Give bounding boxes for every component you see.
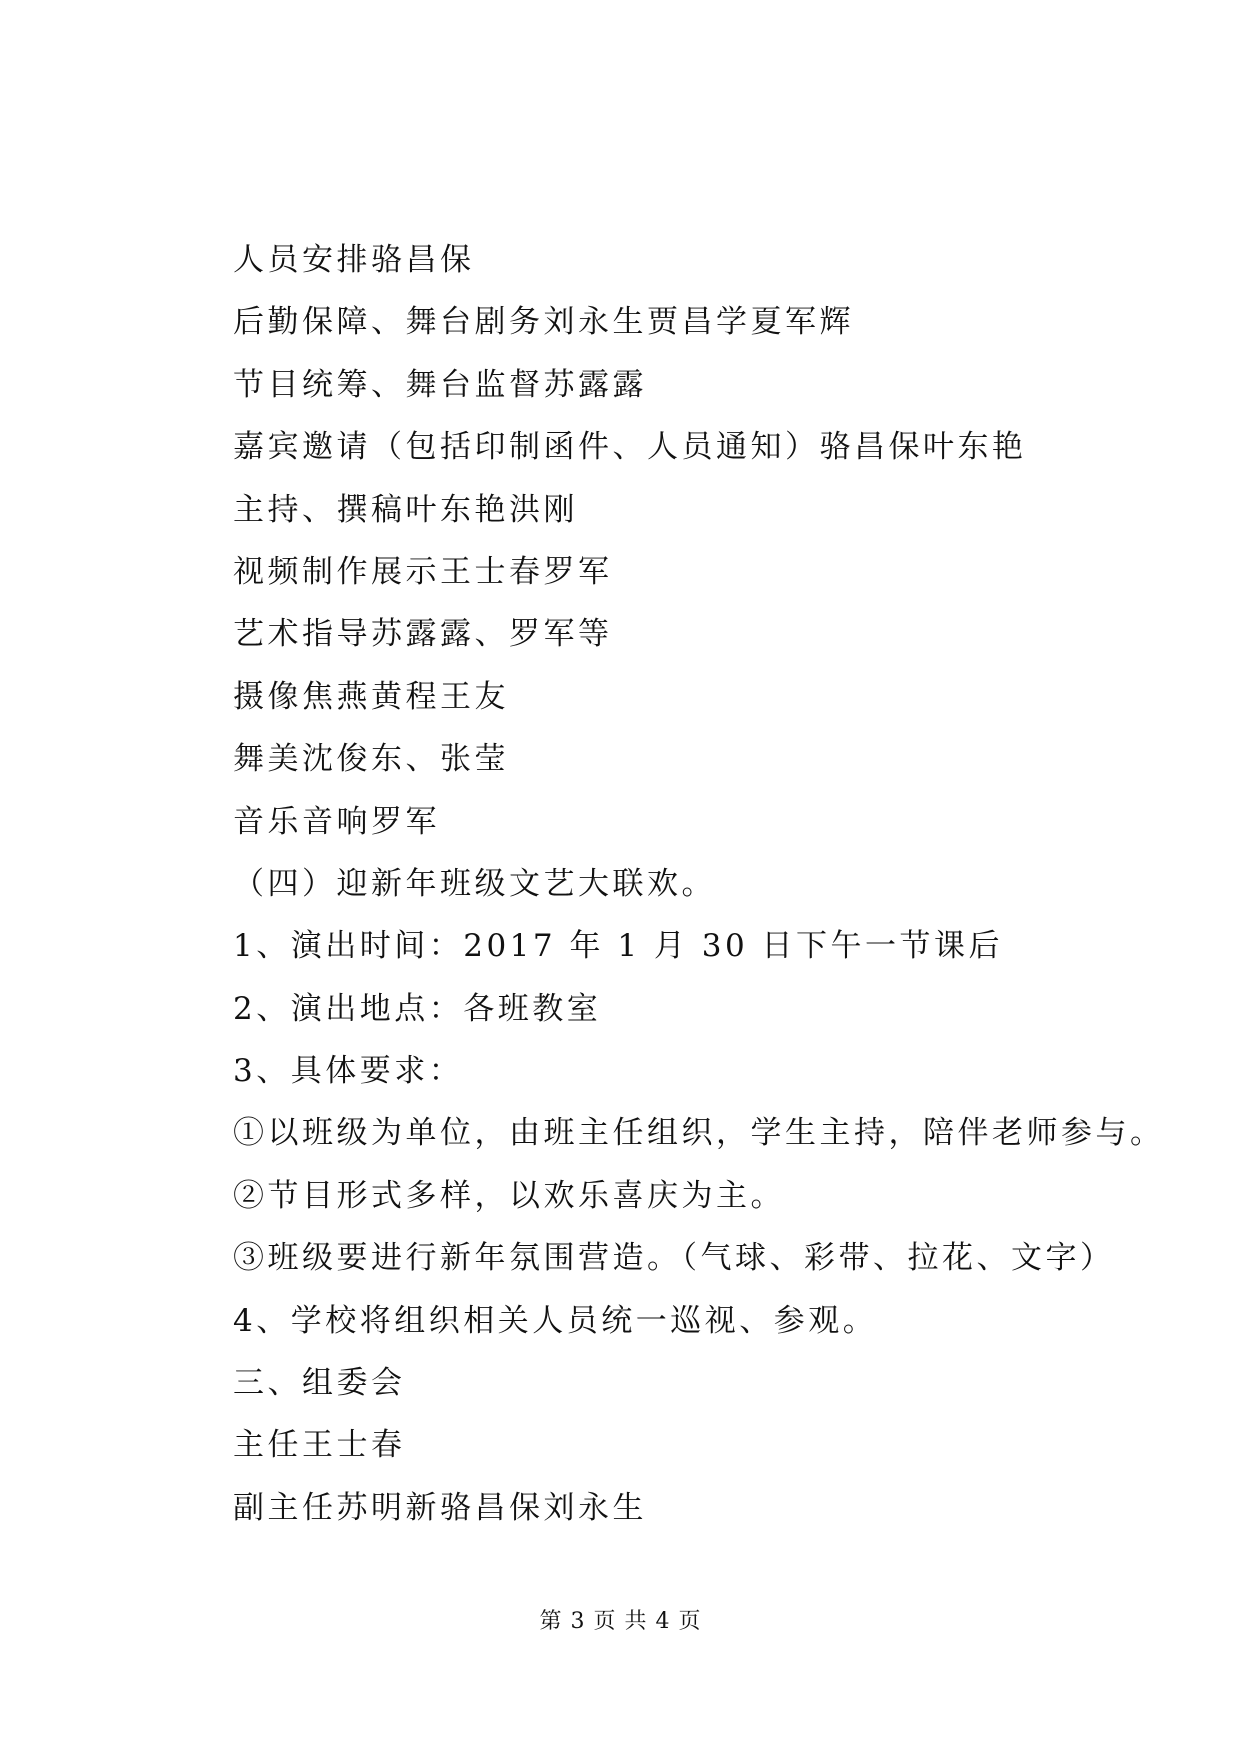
text-line: 副主任苏明新骆昌保刘永生	[233, 1489, 647, 1526]
text-line: 舞美沈俊东、张莹	[233, 741, 509, 778]
section-heading: 三、组委会	[233, 1365, 406, 1402]
text-line: 节目统筹、舞台监督苏露露	[233, 366, 647, 403]
text-line: 视频制作展示王士春罗军	[233, 553, 613, 590]
text-line: 嘉宾邀请（包括印制函件、人员通知）骆昌保叶东艳	[233, 429, 1027, 466]
document-body	[233, 229, 1213, 1539]
text-line: 3、具体要求：	[233, 1053, 464, 1090]
text-line: 摄像焦燕黄程王友	[233, 678, 509, 715]
text-line: 1、演出时间：2017 年 1 月 30 日下午一节课后	[233, 928, 1004, 965]
text-line: 主任王士春	[233, 1427, 406, 1464]
text-line: 主持、撰稿叶东艳洪刚	[233, 491, 578, 528]
text-line: ②节目形式多样，以欢乐喜庆为主。	[233, 1177, 785, 1214]
text-line: ③班级要进行新年氛围营造。（气球、彩带、拉花、文字）	[233, 1240, 1115, 1277]
section-heading: （四）迎新年班级文艺大联欢。	[233, 865, 716, 902]
text-line: 2、演出地点：各班教室	[233, 990, 602, 1027]
text-line: 人员安排骆昌保	[233, 242, 475, 278]
text-line: 4、学校将组织相关人员统一巡视、参观。	[233, 1302, 878, 1339]
text-line: 艺术指导苏露露、罗军等	[233, 616, 613, 653]
page-number-footer: 第 3 页 共 4 页	[539, 1609, 702, 1634]
text-line: 后勤保障、舞台剧务刘永生贾昌学夏军辉	[233, 304, 854, 341]
text-line: ①以班级为单位，由班主任组织，学生主持，陪伴老师参与。	[233, 1115, 1165, 1152]
text-line: 音乐音响罗军	[233, 803, 440, 840]
